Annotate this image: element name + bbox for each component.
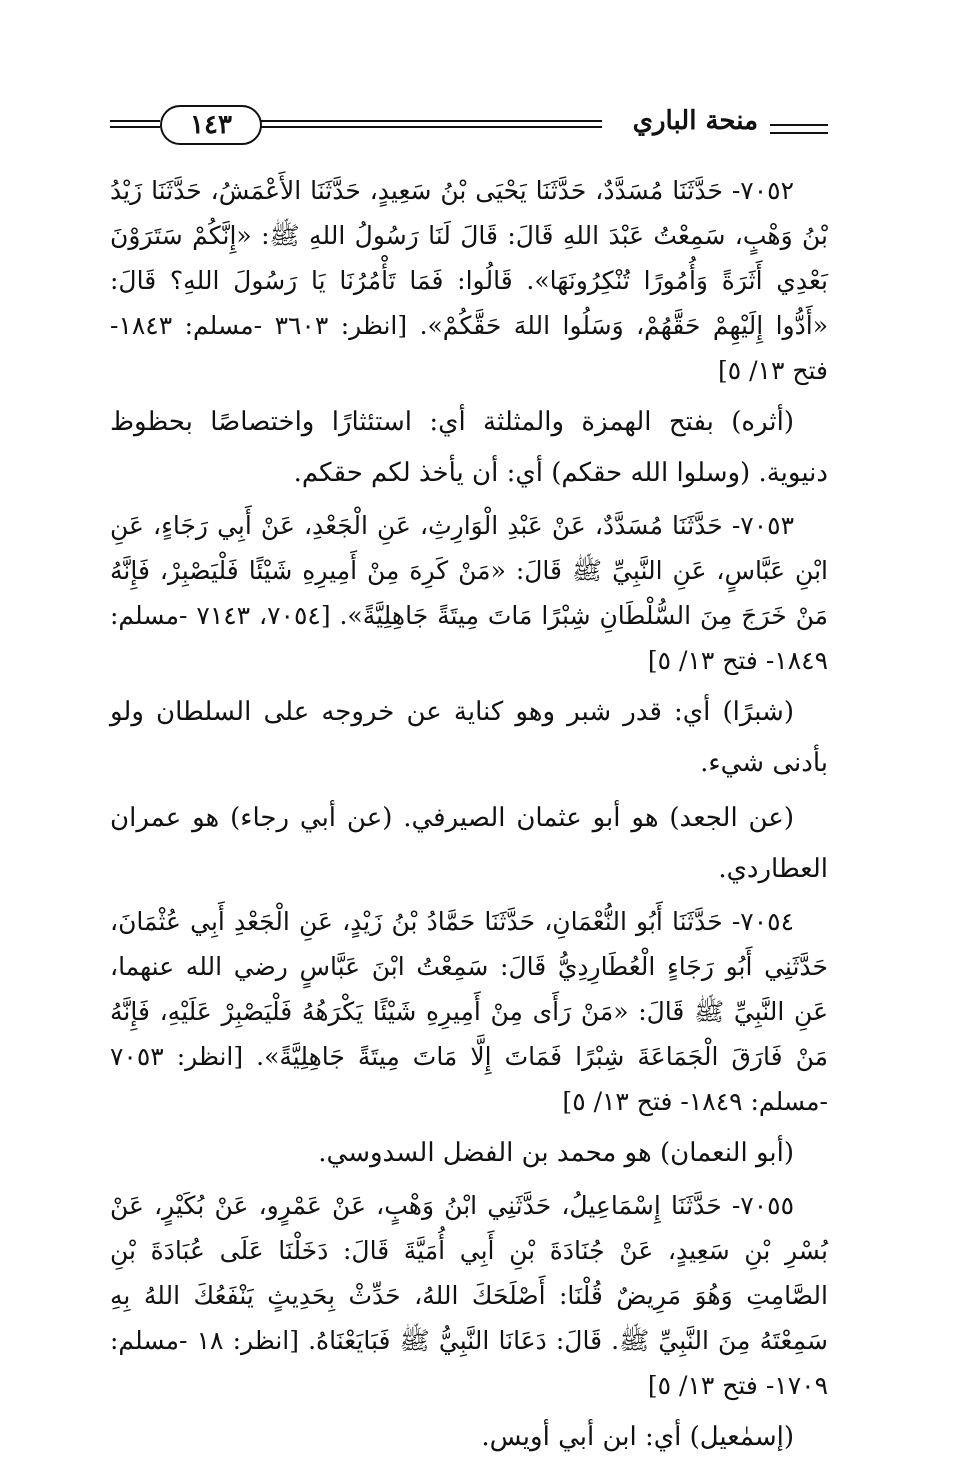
page-number: ١٤٣ bbox=[160, 105, 262, 145]
hadith-7055: ٧٠٥٥- حَدَّثَنَا إِسْمَاعِيلُ، حَدَّثَنِي ابْنُ وَهْبٍ، عَنْ عَمْرٍو، عَنْ بُكَيْرٍ، عَنْ بُسْرِ بْنِ سَعِيدٍ، عَنْ جُنَادَةَ بْنِ أَبِي أُمَيَّةَ قَالَ: دَخَلْنَا عَلَى عُبَادَةَ بْنِ الصَّامِتِ وَهُوَ مَرِيضٌ قُلْنَا: أَصْلَحَكَ اللهُ، حَدِّثْ بِحَدِيثٍ يَنْفَعُكَ اللهُ بِهِ سَمِعْتَهُ مِنَ النَّبِيِّ ﷺ. قَالَ: دَعَانَا النَّبِيُّ ﷺ فَبَايَعْنَاهُ. [انظر: ١٨ -مسلم: ١٧٠٩- فتح ١٣/ ٥] bbox=[110, 1191, 828, 1400]
page-body bbox=[110, 168, 828, 1467]
commentary-7053-a: (شبرًا) أي: قدر شبر وهو كناية عن خروجه على السلطان ولو بأدنى شيء. bbox=[110, 697, 828, 778]
header-rule-middle-top bbox=[260, 120, 602, 122]
page-header bbox=[110, 98, 828, 154]
commentary-7055: (إسمٰعيل) أي: ابن أبي أويس. bbox=[481, 1422, 794, 1452]
header-rule-left-top bbox=[110, 120, 160, 122]
book-title: منحة الباري bbox=[632, 106, 758, 136]
hadith-7052: ٧٠٥٢- حَدَّثَنَا مُسَدَّدٌ، حَدَّثَنَا يَحْيَى بْنُ سَعِيدٍ، حَدَّثَنَا الأَعْمَشُ، حَدَّثَنَا زَيْدُ بْنُ وَهْبٍ، سَمِعْتُ عَبْدَ اللهِ قَالَ: قَالَ لَنَا رَسُولُ اللهِ ﷺ: «إِنَّكُمْ سَتَرَوْنَ بَعْدِي أَثَرَةً وَأُمُورًا تُنْكِرُونَهَا». قَالُوا: فَمَا تَأْمُرُنَا يَا رَسُولَ اللهِ؟ قَالَ: «أَدُّوا إِلَيْهِمْ حَقَّهُمْ، وَسَلُوا اللهَ حَقَّكُمْ». [انظر: ٣٦٠٣ -مسلم: ١٨٤٣- فتح ١٣/ ٥] bbox=[110, 176, 828, 385]
header-rule-right-bottom bbox=[770, 132, 828, 134]
header-rule-middle-bottom bbox=[260, 126, 602, 128]
header-rule-right-top bbox=[770, 124, 828, 126]
commentary-7053-b: (عن الجعد) هو أبو عثمان الصيرفي. (عن أبي رجاء) هو عمران العطاردي. bbox=[110, 803, 828, 884]
commentary-7054: (أبو النعمان) هو محمد بن الفضل السدوسي. bbox=[318, 1138, 794, 1168]
hadith-7054: ٧٠٥٤- حَدَّثَنَا أَبُو النُّعْمَانِ، حَدَّثَنَا حَمَّادُ بْنُ زَيْدٍ، عَنِ الْجَعْدِ أَبِي عُثْمَانَ، حَدَّثَنِي أَبُو رَجَاءٍ الْعُطَارِدِيُّ قَالَ: سَمِعْتُ ابْنَ عَبَّاسٍ رضي الله عنهما، عَنِ النَّبِيِّ ﷺ قَالَ: «مَنْ رَأَى مِنْ أَمِيرِهِ شَيْئًا يَكْرَهُهُ فَلْيَصْبِرْ عَلَيْهِ، فَإِنَّهُ مَنْ فَارَقَ الْجَمَاعَةَ شِبْرًا فَمَاتَ إِلَّا مَاتَ مِيتَةً جَاهِلِيَّةً». [انظر: ٧٠٥٣ -مسلم: ١٨٤٩- فتح ١٣/ ٥] bbox=[110, 907, 828, 1116]
commentary-7052: (أثره) بفتح الهمزة والمثلثة أي: استئثارًا واختصاصًا بحظوظ دنيوية. (وسلوا الله حقكم) أي: أن يأخذ لكم حقكم. bbox=[110, 407, 828, 488]
header-rule-left-bottom bbox=[110, 126, 160, 128]
hadith-7053: ٧٠٥٣- حَدَّثَنَا مُسَدَّدٌ، عَنْ عَبْدِ الْوَارِثِ، عَنِ الْجَعْدِ، عَنْ أَبِي رَجَاءٍ، عَنِ ابْنِ عَبَّاسٍ، عَنِ النَّبِيِّ ﷺ قَالَ: «مَنْ كَرِهَ مِنْ أَمِيرِهِ شَيْئًا فَلْيَصْبِرْ، فَإِنَّهُ مَنْ خَرَجَ مِنَ السُّلْطَانِ شِبْرًا مَاتَ مِيتَةً جَاهِلِيَّةً». [٧٠٥٤، ٧١٤٣ -مسلم: ١٨٤٩- فتح ١٣/ ٥] bbox=[110, 511, 829, 675]
